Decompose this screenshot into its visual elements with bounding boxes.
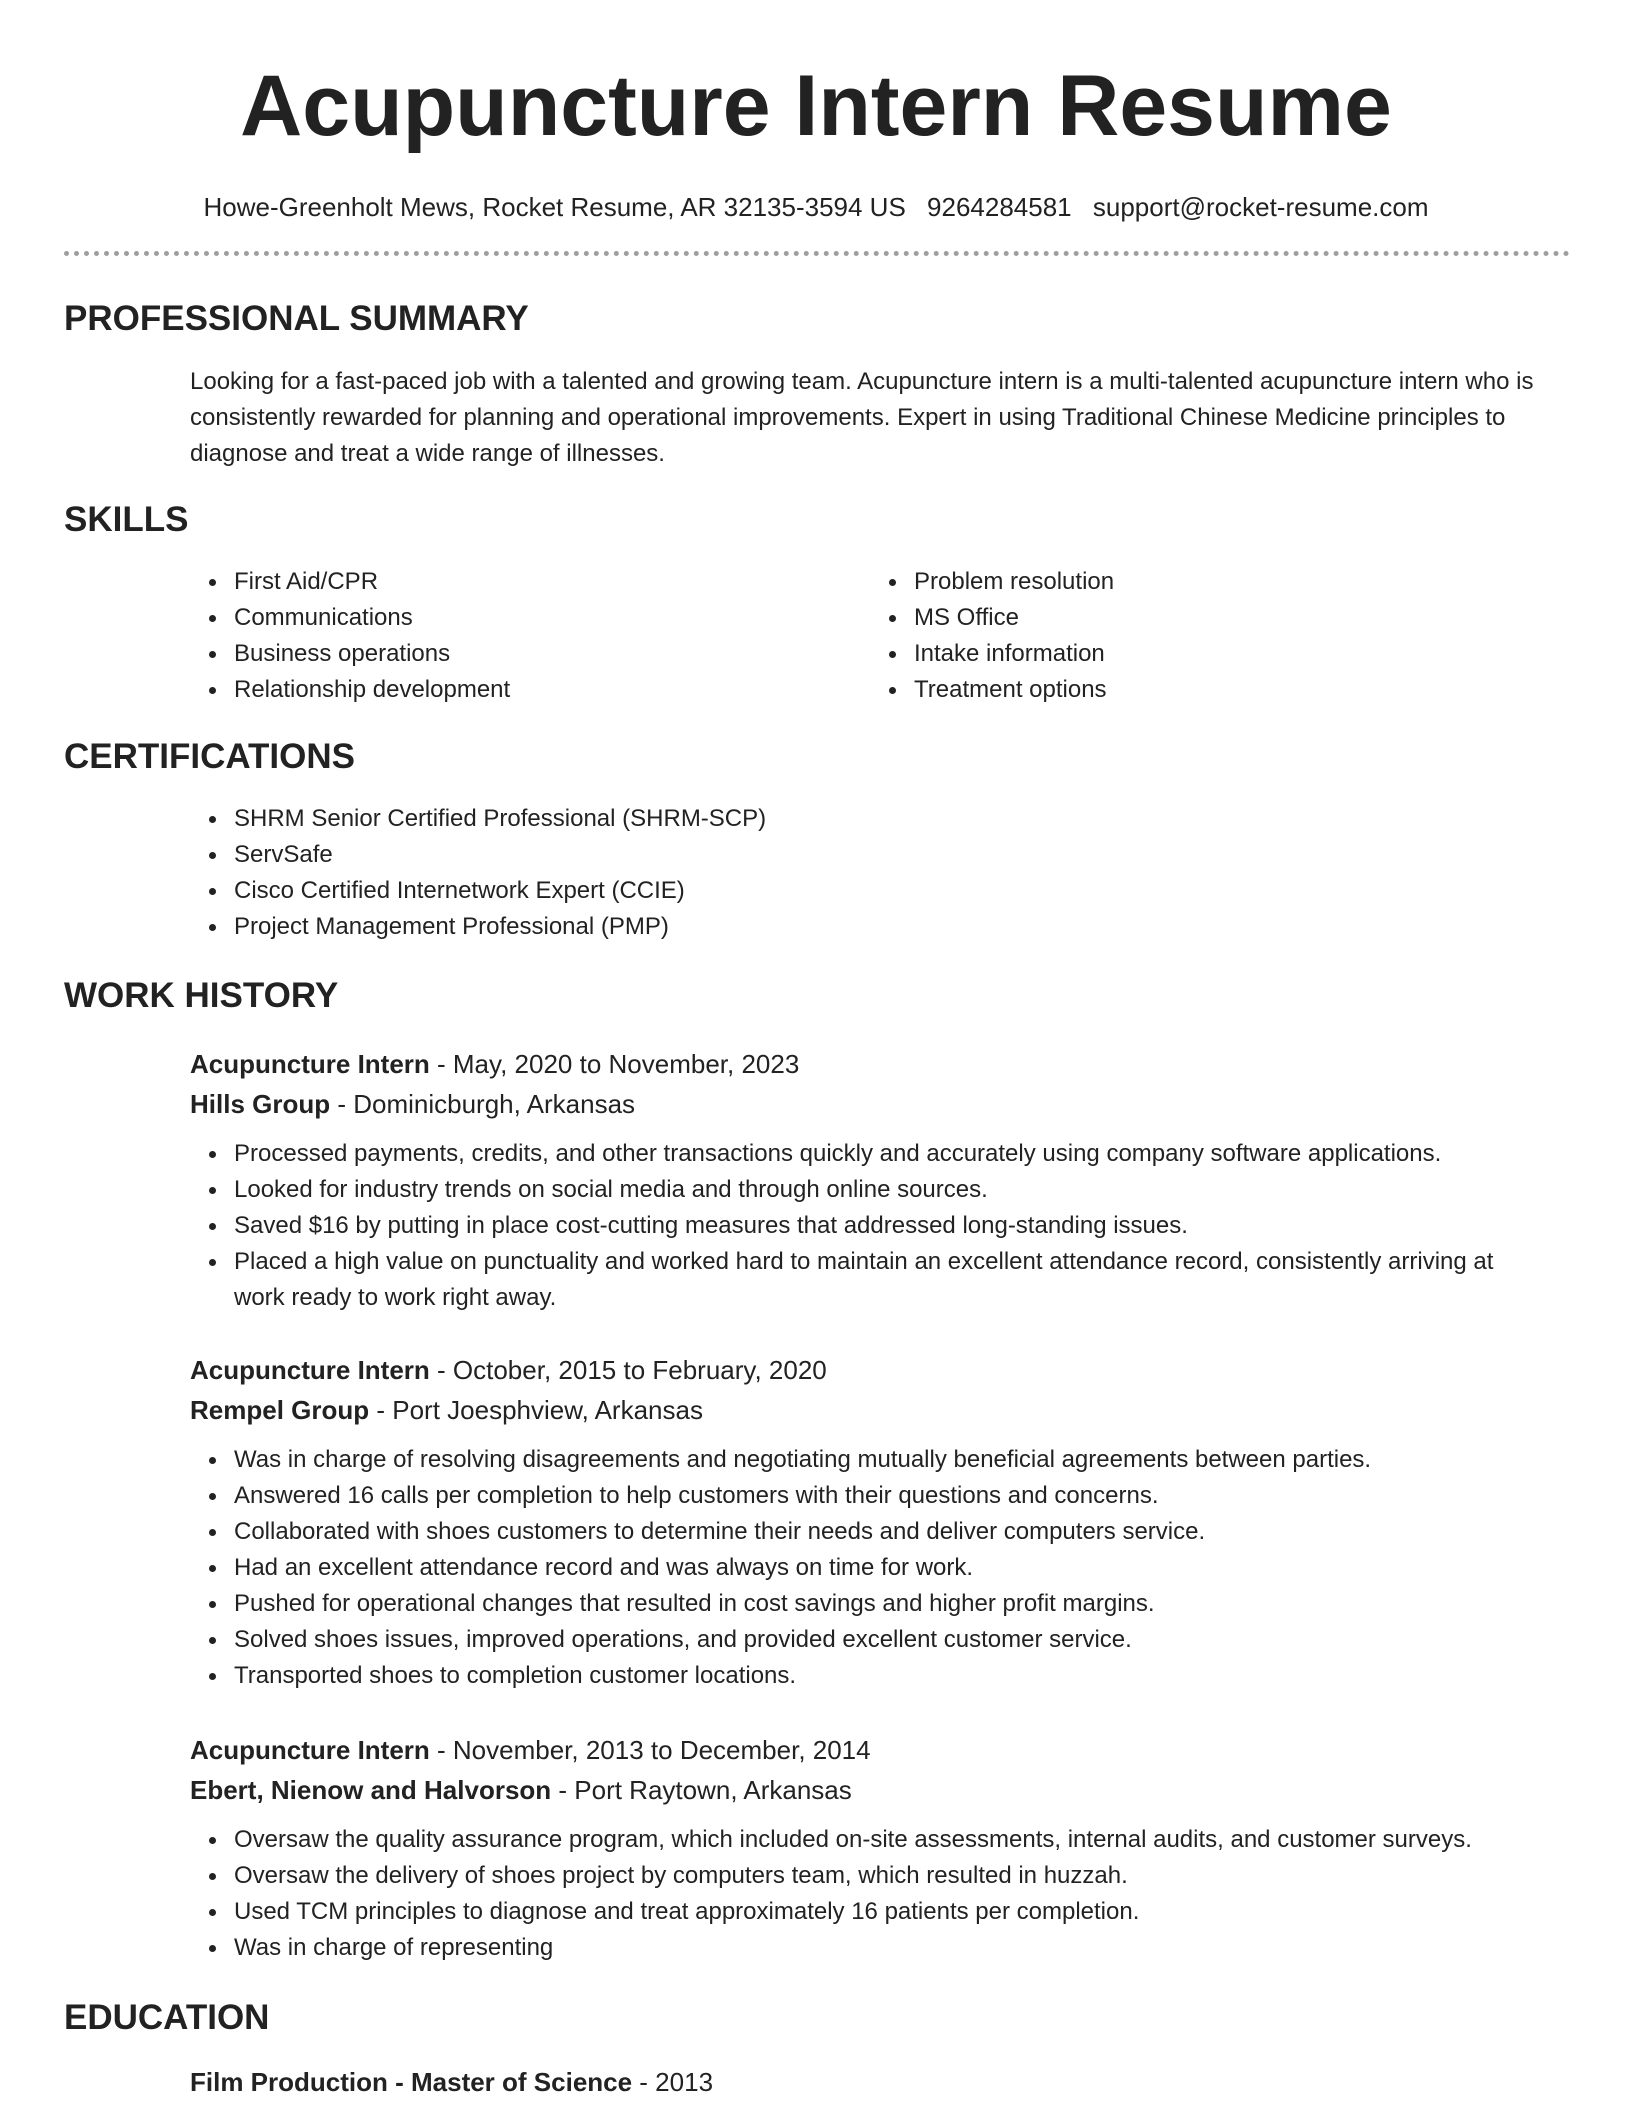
job-dates: - May, 2020 to November, 2023: [429, 1049, 800, 1079]
job-role: Acupuncture Intern: [190, 1049, 430, 1079]
job-company-line: [190, 1390, 1570, 1430]
header-divider: [64, 251, 1570, 256]
certifications-heading: CERTIFICATIONS: [64, 737, 356, 776]
job-role: Acupuncture Intern: [190, 1355, 430, 1385]
job-bullet: Solved shoes issues, improved operations, and provided excellent customer service.: [234, 1622, 1570, 1658]
skill-item: Problem resolution: [914, 564, 1550, 600]
skills-column-right: [870, 564, 1550, 708]
job-role-line: [190, 1730, 1570, 1770]
education-line: [190, 2062, 1570, 2102]
contact-email: support@rocket-resume.com: [1092, 192, 1429, 222]
skill-item: First Aid/CPR: [234, 564, 870, 600]
education-degree: Film Production - Master of Science: [190, 2067, 633, 2097]
job-bullet: Was in charge of representing: [234, 1930, 1570, 1966]
job-bullets: [190, 1822, 1570, 1966]
job-bullet: Used TCM principles to diagnose and treat approximately 16 patients per completion.: [234, 1894, 1570, 1930]
certification-item: SHRM Senior Certified Professional (SHRM-SCP): [234, 801, 1570, 837]
job-company: Hills Group: [190, 1089, 331, 1119]
education-heading: EDUCATION: [64, 1998, 270, 2037]
job-bullet: Saved $16 by putting in place cost-cutting measures that addressed long-standing issues.: [234, 1208, 1570, 1244]
job-location: - Port Joesphview, Arkansas: [369, 1395, 703, 1425]
job-location: - Dominicburgh, Arkansas: [330, 1089, 636, 1119]
job-bullet: Collaborated with shoes customers to determine their needs and deliver computers service.: [234, 1514, 1570, 1550]
job-company: Ebert, Nienow and Halvorson: [190, 1775, 552, 1805]
certification-item: ServSafe: [234, 837, 1570, 873]
certifications-list: [190, 801, 1570, 945]
job-role-line: [190, 1044, 1570, 1084]
contact-line: [0, 190, 1632, 224]
job-entry: [190, 1350, 1570, 1694]
skill-item: MS Office: [914, 600, 1550, 636]
skill-item: Relationship development: [234, 672, 870, 708]
job-role: Acupuncture Intern: [190, 1735, 430, 1765]
job-bullet: Transported shoes to completion customer locations.: [234, 1658, 1570, 1694]
job-bullet: Was in charge of resolving disagreements and negotiating mutually beneficial agreements between parties.: [234, 1442, 1570, 1478]
job-dates: - November, 2013 to December, 2014: [429, 1735, 871, 1765]
job-bullets: [190, 1442, 1570, 1694]
job-bullet: Processed payments, credits, and other transactions quickly and accurately using company software applications.: [234, 1136, 1570, 1172]
job-bullet: Oversaw the delivery of shoes project by computers team, which resulted in huzzah.: [234, 1858, 1570, 1894]
skill-item: Intake information: [914, 636, 1550, 672]
skill-item: Business operations: [234, 636, 870, 672]
job-bullet: Oversaw the quality assurance program, which included on-site assessments, internal audits, and customer surveys.: [234, 1822, 1570, 1858]
job-company-line: [190, 1084, 1570, 1124]
skills-heading: SKILLS: [64, 500, 189, 539]
skill-item: Treatment options: [914, 672, 1550, 708]
skills-column-left: [190, 564, 870, 708]
certification-item: Project Management Professional (PMP): [234, 909, 1570, 945]
work-history-heading: WORK HISTORY: [64, 976, 339, 1015]
resume-header: [0, 0, 1632, 224]
summary-text: Looking for a fast-paced job with a talented and growing team. Acupuncture intern is a multi-talented acupuncture intern who is consistently rewarded for planning and operational improvements. Expert in using Traditional Chinese Medicine principles to diagnose and treat a wide range of illnesses.: [190, 368, 1534, 467]
job-entry: [190, 1044, 1570, 1316]
job-bullet: Had an excellent attendance record and was always on time for work.: [234, 1550, 1570, 1586]
contact-address: Howe-Greenholt Mews, Rocket Resume, AR 32135-3594 US: [203, 192, 906, 222]
summary-heading: PROFESSIONAL SUMMARY: [64, 299, 529, 338]
job-role-line: [190, 1350, 1570, 1390]
job-company: Rempel Group: [190, 1395, 370, 1425]
job-bullet: Placed a high value on punctuality and worked hard to maintain an excellent attendance record, consistently arriving at work ready to work right away.: [234, 1244, 1570, 1316]
contact-phone: 9264284581: [927, 192, 1072, 222]
resume-title: Acupuncture Intern Resume: [240, 58, 1392, 154]
job-dates: - October, 2015 to February, 2020: [429, 1355, 827, 1385]
skill-item: Communications: [234, 600, 870, 636]
skills-list: [190, 564, 1570, 708]
education-year: - 2013: [632, 2067, 714, 2097]
job-entry: [190, 1730, 1570, 1966]
job-bullets: [190, 1136, 1570, 1316]
job-company-line: [190, 1770, 1570, 1810]
job-bullet: Looked for industry trends on social media and through online sources.: [234, 1172, 1570, 1208]
job-bullet: Answered 16 calls per completion to help customers with their questions and concerns.: [234, 1478, 1570, 1514]
certification-item: Cisco Certified Internetwork Expert (CCIE): [234, 873, 1570, 909]
education-entry: [190, 2062, 1570, 2102]
job-bullet: Pushed for operational changes that resulted in cost savings and higher profit margins.: [234, 1586, 1570, 1622]
job-location: - Port Raytown, Arkansas: [551, 1775, 852, 1805]
